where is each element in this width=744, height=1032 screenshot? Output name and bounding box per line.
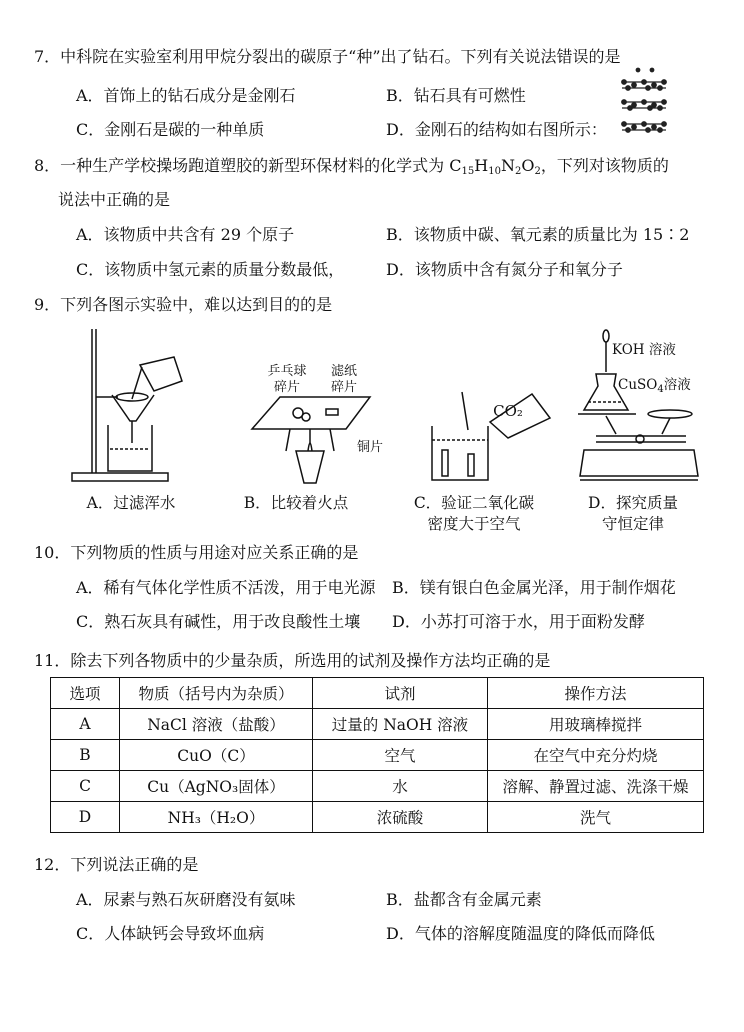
table-cell: D <box>51 802 120 833</box>
q7-option-b: B．钻石具有可燃性 <box>386 86 526 105</box>
table-row <box>51 771 704 802</box>
q10-option-b: B．镁有银白色金属光泽，用于制作烟花 <box>392 578 676 597</box>
q8-option-c: C．该物质中氢元素的质量分数最低， <box>76 260 345 279</box>
table-cell: NH₃（H₂O） <box>120 802 313 833</box>
label-koh-solution: KOH 溶液 <box>612 342 676 358</box>
q9-caption-c-line1: C．验证二氧化碳 <box>413 494 535 512</box>
q7-option-c: C．金刚石是碳的一种单质 <box>76 120 265 139</box>
table-cell: C <box>51 771 120 802</box>
q12-option-d: D．气体的溶解度随温度的降低而降低 <box>386 924 655 943</box>
table-cell: 在空气中充分灼烧 <box>488 740 704 771</box>
q7-option-d: D．金刚石的结构如右图所示： <box>386 120 607 139</box>
q8-option-d: D．该物质中含有氮分子和氧分子 <box>386 260 623 279</box>
table-cell: A <box>51 709 120 740</box>
q10-option-a: A．稀有气体化学性质不活泼，用于电光源 <box>76 578 376 597</box>
table-cell: 洗气 <box>488 802 704 833</box>
q12-option-a: A．尿素与熟石灰研磨没有氨味 <box>76 890 296 909</box>
table-row <box>51 709 704 740</box>
table-header-cell: 操作方法 <box>488 678 704 709</box>
table-cell: Cu（AgNO₃固体） <box>120 771 313 802</box>
table-row <box>51 740 704 771</box>
q8-option-a: A．该物质中共含有 29 个原子 <box>76 225 295 244</box>
table-header-cell: 试剂 <box>313 678 488 709</box>
q9-caption-a: A．过滤浑水 <box>86 494 176 512</box>
q8-option-b: B．该物质中碳、氧元素的质量比为 15∶2 <box>386 225 690 244</box>
q9-caption-d-line1: D．探究质量 <box>588 494 678 512</box>
table-cell: 用玻璃棒搅拌 <box>488 709 704 740</box>
q8-stem-line2: 说法中正确的是 <box>58 190 171 209</box>
filtration-apparatus-figure <box>70 325 190 485</box>
q10-stem: 10．下列物质的性质与用途对应关系正确的是 <box>34 543 359 562</box>
table-header-cell: 物质（括号内为杂质） <box>120 678 313 709</box>
table-header-row <box>51 678 704 709</box>
table-cell: CuO（C） <box>120 740 313 771</box>
q9-caption-d-line2: 守恒定律 <box>601 515 664 533</box>
q7-stem: 7．中科院在实验室利用甲烷分裂出的碳原子“种”出了钻石。下列有关说法错误的是 <box>34 47 621 66</box>
q9-stem: 9．下列各图示实验中，难以达到目的的是 <box>34 295 333 314</box>
table-cell: 空气 <box>313 740 488 771</box>
label-filter-paper-line2: 碎片 <box>330 380 357 395</box>
diamond-structure-figure <box>616 68 672 138</box>
table-cell: 浓硫酸 <box>313 802 488 833</box>
label-filter-paper-line1: 滤纸 <box>330 364 357 379</box>
q12-option-b: B．盐都含有金属元素 <box>386 890 542 909</box>
q9-caption-c-line2: 密度大于空气 <box>427 515 521 533</box>
q7-option-a: A．首饰上的钻石成分是金刚石 <box>76 86 296 105</box>
q8-stem: 8．一种生产学校操场跑道塑胶的新型环保材料的化学式为 $C_{15}H_{10}N_2O_2$，下列对该物质的 <box>34 156 669 177</box>
label-co2: CO₂ <box>493 402 523 420</box>
label-pingpong-line2: 碎片 <box>273 380 300 395</box>
label-copper-sheet: 铜片 <box>356 440 383 455</box>
table-row <box>51 802 704 833</box>
q10-option-c: C．熟石灰具有碱性，用于改良酸性土壤 <box>76 612 361 631</box>
table-cell: 溶解、静置过滤、洗涤干燥 <box>488 771 704 802</box>
q11-stem: 11．除去下列各物质中的少量杂质，所选用的试剂及操作方法均正确的是 <box>34 651 551 670</box>
table-cell: B <box>51 740 120 771</box>
label-pingpong-line1: 乒乓球 <box>267 364 307 379</box>
q12-stem: 12．下列说法正确的是 <box>34 855 199 874</box>
q10-option-d: D．小苏打可溶于水，用于面粉发酵 <box>392 612 645 631</box>
table-header-cell: 选项 <box>51 678 120 709</box>
table-cell: NaCl 溶液（盐酸） <box>120 709 313 740</box>
label-cuso4-solution: CuSO$_4$溶液 <box>618 377 691 395</box>
table-cell: 水 <box>313 771 488 802</box>
q12-option-c: C．人体缺钙会导致坏血病 <box>76 924 265 943</box>
q9-caption-b: B．比较着火点 <box>243 494 349 512</box>
q11-table <box>50 677 704 833</box>
table-cell: 过量的 NaOH 溶液 <box>313 709 488 740</box>
